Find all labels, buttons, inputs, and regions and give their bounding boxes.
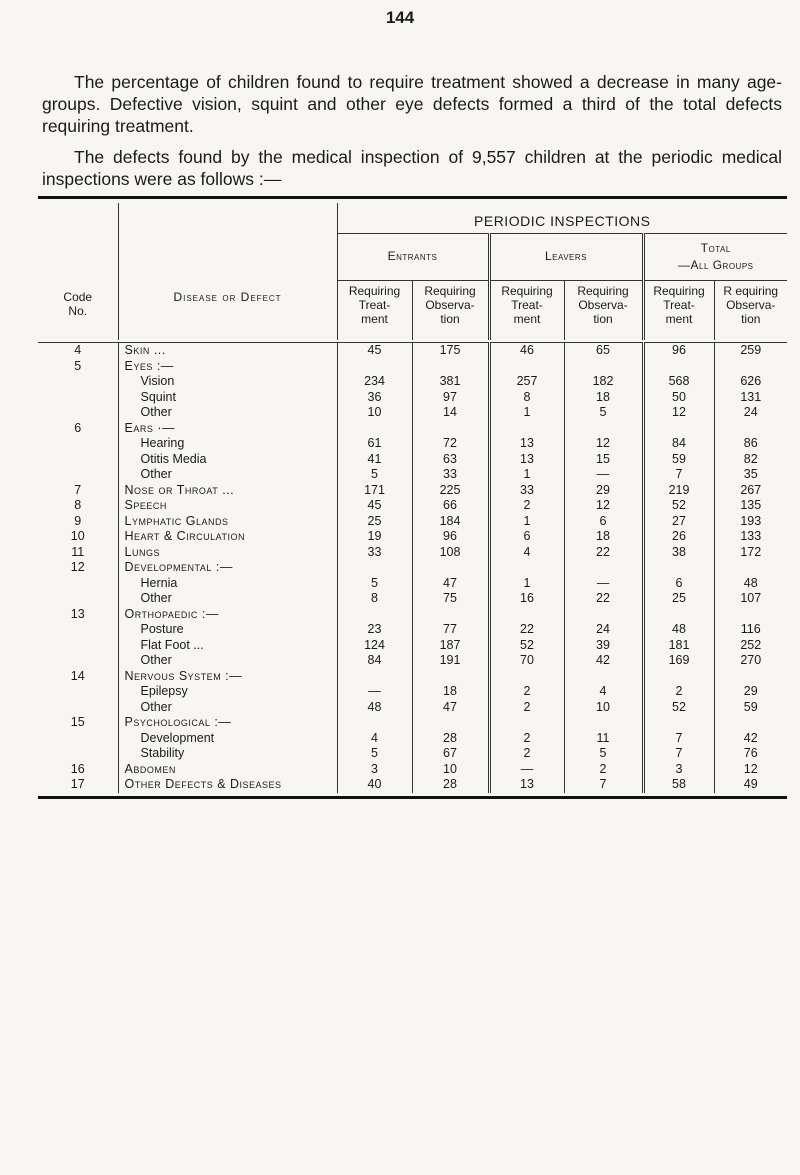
entrants-treatment-value: 171 [337,483,412,499]
entrants-treatment-value [337,421,412,437]
table-row [38,436,787,452]
total-treatment-value: 6 [643,576,714,592]
total-observation-value: 48 [714,576,787,592]
defect-label: Vision [118,374,337,390]
entrants-header: Entrants [337,234,489,281]
table-row [38,653,787,669]
total-treatment-header: Requiring Treat- ment [643,280,714,340]
leavers-treatment-value: 6 [489,529,564,545]
table-row [38,762,787,778]
total-header-line1: Total [700,241,731,255]
leavers-treatment-value: 52 [489,638,564,654]
leavers-observation-value [564,715,643,731]
entrants-observation-value: 28 [412,777,489,793]
intro-paragraph: The percentage of children found to require treatment showed a decrease in many age-groups. Defective vision, squint and other eye defects formed a third of the total defects requiring treatment. [42,72,782,136]
entrants-observation-value: 77 [412,622,489,638]
defect-label: Other [118,700,337,716]
leavers-treatment-value: 46 [489,343,564,359]
leavers-treatment-value: 2 [489,700,564,716]
entrants-observation-value: 47 [412,576,489,592]
total-observation-value: 133 [714,529,787,545]
defect-label: Speech [118,498,337,514]
code-cell: 12 [70,560,85,574]
entrants-treatment-value: 124 [337,638,412,654]
code-cell: 15 [70,715,85,729]
leavers-header: Leavers [489,234,643,281]
total-treatment-value: 48 [643,622,714,638]
table-row [38,359,787,375]
total-observation-value: 42 [714,731,787,747]
leavers-observation-value [564,359,643,375]
entrants-treatment-value: 234 [337,374,412,390]
code-cell [38,591,118,607]
table-row [38,777,787,793]
total-observation-value: 270 [714,653,787,669]
total-observation-value: 267 [714,483,787,499]
total-treatment-value: 7 [643,731,714,747]
entrants-treatment-value [337,560,412,576]
total-treatment-value: 58 [643,777,714,793]
entrants-treatment-value [337,359,412,375]
code-cell: 6 [74,420,82,435]
leavers-observation-value: 4 [564,684,643,700]
code-cell [38,700,118,716]
code-cell: 8 [74,498,82,512]
total-treatment-value: 12 [643,405,714,421]
entrants-treatment-value [337,715,412,731]
total-treatment-value: 52 [643,700,714,716]
entrants-observation-value [412,669,489,685]
total-observation-value: 626 [714,374,787,390]
entrants-observation-value: 191 [412,653,489,669]
leavers-treatment-value: 2 [489,731,564,747]
code-cell [38,436,118,452]
total-treatment-value [643,421,714,437]
entrants-observation-value: 63 [412,452,489,468]
leavers-observation-value: 65 [564,343,643,359]
total-observation-value: 76 [714,746,787,762]
entrants-observation-value: 67 [412,746,489,762]
defect-label: Abdomen [118,762,337,778]
leavers-treatment-value: 257 [489,374,564,390]
defect-label: Epilepsy [118,684,337,700]
defect-label: Lungs [118,545,337,561]
table-row [38,684,787,700]
leavers-observation-value: 18 [564,529,643,545]
entrants-observation-value: 14 [412,405,489,421]
total-treatment-value: 3 [643,762,714,778]
total-treatment-value [643,359,714,375]
entrants-observation-value: 175 [412,343,489,359]
entrants-observation-value [412,359,489,375]
code-cell: 16 [70,761,85,776]
table-row [38,669,787,685]
total-treatment-value [643,560,714,576]
code-no-header: Code No. [63,290,93,318]
total-observation-value [714,607,787,623]
total-treatment-value [643,669,714,685]
defect-label: Otitis Media [118,452,337,468]
leavers-observation-value: 15 [564,452,643,468]
entrants-treatment-value: 33 [337,545,412,561]
table-row [38,405,787,421]
entrants-observation-value: 33 [412,467,489,483]
leavers-treatment-value: 70 [489,653,564,669]
entrants-observation-value: 75 [412,591,489,607]
table-row [38,700,787,716]
entrants-observation-value: 28 [412,731,489,747]
leavers-observation-value [564,560,643,576]
entrants-treatment-value: — [337,684,412,700]
leavers-observation-value: 24 [564,622,643,638]
entrants-observation-header: Requiring Observa- tion [412,280,489,340]
entrants-treatment-value: 10 [337,405,412,421]
code-cell [38,622,118,638]
leavers-observation-header: Requiring Observa- tion [564,280,643,340]
total-observation-value: 116 [714,622,787,638]
entrants-observation-value: 97 [412,390,489,406]
entrants-observation-value: 18 [412,684,489,700]
leavers-observation-value: 11 [564,731,643,747]
entrants-observation-value: 72 [412,436,489,452]
leavers-observation-value: 39 [564,638,643,654]
leavers-observation-value: 2 [564,762,643,778]
code-cell: 14 [70,668,85,683]
table-row [38,421,787,437]
table-row [38,390,787,406]
leavers-treatment-value: 33 [489,483,564,499]
defect-label: Development [118,731,337,747]
leavers-observation-value: 22 [564,545,643,561]
total-observation-value: 193 [714,514,787,530]
total-header [643,234,787,281]
entrants-treatment-value: 41 [337,452,412,468]
total-treatment-value [643,715,714,731]
defect-label: Developmental :— [118,560,337,576]
entrants-observation-value: 96 [412,529,489,545]
table-row [38,622,787,638]
defect-label: Heart & Circulation [118,529,337,545]
defect-label: Other Defects & Diseases [118,777,337,793]
leavers-treatment-value: 1 [489,467,564,483]
total-observation-value: 49 [714,777,787,793]
total-treatment-value: 219 [643,483,714,499]
entrants-treatment-value: 4 [337,731,412,747]
defect-label: Other [118,405,337,421]
entrants-treatment-value: 23 [337,622,412,638]
leavers-observation-value: 29 [564,483,643,499]
table-row [38,452,787,468]
total-observation-value: 107 [714,591,787,607]
leavers-treatment-value: 1 [489,514,564,530]
entrants-observation-value [412,560,489,576]
entrants-observation-value: 10 [412,762,489,778]
defect-label: Other [118,591,337,607]
entrants-treatment-value: 45 [337,498,412,514]
entrants-treatment-value: 45 [337,343,412,359]
code-cell [38,638,118,654]
total-observation-value: 259 [714,343,787,359]
table-row [38,529,787,545]
code-cell [38,467,118,483]
total-observation-value [714,359,787,375]
leavers-observation-value [564,669,643,685]
leavers-treatment-value [489,669,564,685]
total-treatment-value: 7 [643,746,714,762]
table-row [38,746,787,762]
total-treatment-value [643,607,714,623]
total-treatment-value: 27 [643,514,714,530]
entrants-treatment-value: 48 [337,700,412,716]
defect-label: Ears ·— [118,421,337,437]
entrants-treatment-value: 84 [337,653,412,669]
total-treatment-value: 25 [643,591,714,607]
leavers-treatment-value [489,560,564,576]
defect-label: Lymphatic Glands [118,514,337,530]
code-cell [38,746,118,762]
leavers-observation-value: 6 [564,514,643,530]
code-cell: 9 [74,513,82,528]
code-cell: 11 [71,544,85,559]
leavers-treatment-value [489,607,564,623]
total-treatment-value: 2 [643,684,714,700]
total-observation-value: 135 [714,498,787,514]
total-observation-value: 59 [714,700,787,716]
leavers-treatment-value [489,715,564,731]
leavers-treatment-value: 13 [489,436,564,452]
total-observation-value: 35 [714,467,787,483]
code-cell [38,390,118,406]
leavers-observation-value: 5 [564,746,643,762]
total-treatment-value: 50 [643,390,714,406]
defect-label: Nervous System :— [118,669,337,685]
entrants-treatment-value: 61 [337,436,412,452]
leavers-treatment-value: 2 [489,746,564,762]
entrants-observation-value: 381 [412,374,489,390]
leavers-observation-value: — [564,576,643,592]
defect-label: Eyes :— [118,359,337,375]
table-body [38,343,787,793]
code-cell: 7 [74,482,82,497]
table-intro-paragraph: The defects found by the medical inspection of 9,557 children at the periodic medical inspections were as follows :— [42,147,782,189]
leavers-observation-value: 10 [564,700,643,716]
table-row [38,343,787,359]
code-cell [38,452,118,468]
entrants-treatment-value: 25 [337,514,412,530]
defect-label: Other [118,653,337,669]
total-treatment-value: 96 [643,343,714,359]
defect-label: Psychological :— [118,715,337,731]
leavers-observation-value [564,421,643,437]
leavers-treatment-value: 1 [489,405,564,421]
code-cell [38,374,118,390]
total-treatment-value: 169 [643,653,714,669]
entrants-treatment-value [337,669,412,685]
leavers-treatment-value [489,421,564,437]
entrants-treatment-value: 40 [337,777,412,793]
entrants-treatment-value: 5 [337,746,412,762]
leavers-observation-value: 12 [564,498,643,514]
leavers-treatment-value: 13 [489,452,564,468]
total-treatment-value: 26 [643,529,714,545]
total-header-line2: —All Groups [677,258,754,272]
code-cell: 10 [70,529,85,543]
defect-label: Posture [118,622,337,638]
leavers-treatment-header: Requiring Treat- ment [489,280,564,340]
entrants-treatment-value: 3 [337,762,412,778]
leavers-treatment-value: 2 [489,498,564,514]
code-cell: 13 [70,606,85,621]
defect-label: Hernia [118,576,337,592]
code-cell: 17 [70,777,85,791]
leavers-treatment-value: 4 [489,545,564,561]
periodic-inspections-header: PERIODIC INSPECTIONS [337,203,787,234]
total-observation-value: 131 [714,390,787,406]
table-row [38,576,787,592]
total-treatment-value: 181 [643,638,714,654]
defect-label: Orthopaedic :— [118,607,337,623]
entrants-observation-value: 225 [412,483,489,499]
total-observation-value: 86 [714,436,787,452]
leavers-observation-value: 12 [564,436,643,452]
entrants-observation-value: 184 [412,514,489,530]
total-observation-value [714,669,787,685]
leavers-treatment-value: 16 [489,591,564,607]
entrants-treatment-value: 36 [337,390,412,406]
table-row [38,498,787,514]
table-row [38,560,787,576]
table-row [38,731,787,747]
leavers-treatment-value: 8 [489,390,564,406]
table-row [38,591,787,607]
entrants-treatment-value: 19 [337,529,412,545]
table-row [38,607,787,623]
leavers-observation-value: 22 [564,591,643,607]
entrants-observation-value: 66 [412,498,489,514]
entrants-treatment-header: Requiring Treat- ment [337,280,412,340]
code-cell [38,405,118,421]
defect-label: Squint [118,390,337,406]
table-row [38,545,787,561]
total-observation-value: 172 [714,545,787,561]
total-observation-value: 82 [714,452,787,468]
defect-label: Skin ... [118,343,337,359]
leavers-treatment-value: 1 [489,576,564,592]
leavers-treatment-value: — [489,762,564,778]
defect-label: Nose or Throat ... [118,483,337,499]
leavers-observation-value: 42 [564,653,643,669]
code-cell [38,576,118,592]
defect-label: Flat Foot ... [118,638,337,654]
total-observation-value [714,560,787,576]
total-observation-value: 252 [714,638,787,654]
defect-label: Stability [118,746,337,762]
total-observation-value [714,421,787,437]
entrants-observation-value: 187 [412,638,489,654]
total-treatment-value: 568 [643,374,714,390]
code-cell: 5 [74,358,82,373]
leavers-observation-value [564,607,643,623]
table-row [38,467,787,483]
total-treatment-value: 38 [643,545,714,561]
page-number: 144 [385,8,415,27]
code-cell [38,731,118,747]
entrants-treatment-value: 5 [337,576,412,592]
total-observation-value: 24 [714,405,787,421]
total-observation-header: R equiring Observa- tion [714,280,787,340]
entrants-treatment-value: 8 [337,591,412,607]
total-observation-value: 12 [714,762,787,778]
entrants-observation-value: 108 [412,545,489,561]
table-row [38,483,787,499]
table-row [38,715,787,731]
total-treatment-value: 84 [643,436,714,452]
code-cell: 4 [74,343,82,357]
entrants-observation-value: 47 [412,700,489,716]
table-row [38,374,787,390]
leavers-treatment-value [489,359,564,375]
disease-defect-header: Disease or Defect [118,280,337,340]
leavers-treatment-value: 13 [489,777,564,793]
leavers-observation-value: 182 [564,374,643,390]
leavers-observation-value: 7 [564,777,643,793]
leavers-treatment-value: 2 [489,684,564,700]
defect-label: Hearing [118,436,337,452]
total-observation-value: 29 [714,684,787,700]
code-cell [38,684,118,700]
leavers-observation-value: 18 [564,390,643,406]
total-treatment-value: 59 [643,452,714,468]
entrants-treatment-value [337,607,412,623]
entrants-observation-value [412,421,489,437]
entrants-observation-value [412,715,489,731]
table-row [38,638,787,654]
entrants-observation-value [412,607,489,623]
defect-label: Other [118,467,337,483]
periodic-inspections-table [38,196,787,799]
entrants-treatment-value: 5 [337,467,412,483]
code-cell [38,653,118,669]
leavers-treatment-value: 22 [489,622,564,638]
leavers-observation-value: 5 [564,405,643,421]
total-treatment-value: 7 [643,467,714,483]
leavers-observation-value: — [564,467,643,483]
table-row [38,514,787,530]
total-treatment-value: 52 [643,498,714,514]
total-observation-value [714,715,787,731]
